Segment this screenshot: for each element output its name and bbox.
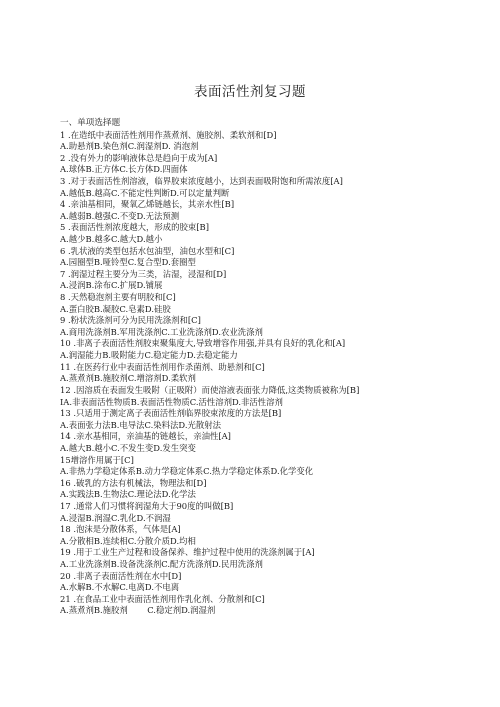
question-line: 10 .非离子表面活性剂胶束聚集度大,导致增容作用强,并具有良好的乳化和[A] xyxy=(60,338,346,349)
answer-options-line: A.润湿能力B.吸附能力C.稳定能力D.去稳定能力 xyxy=(60,350,238,361)
question-line: 2 .没有外力的影响液体总是趋向于成为[A] xyxy=(60,152,218,163)
answer-options-line: A.浸润B.涂布C.扩展D.铺展 xyxy=(60,280,163,291)
question-line: 17 .通常人们习惯将润湿角大于90度的叫做[B] xyxy=(60,501,234,511)
answer-options-line: A.分散相B.连续相C.分散介质D.均相 xyxy=(60,535,196,546)
answer-options-line: A.表面张力法B.电导法C.染料法D.光散射法 xyxy=(60,419,221,430)
question-line: 5 .表面活性剂浓度越大，形成的胶束[B] xyxy=(60,222,209,233)
answer-options-line: A.越大B.越小C.不发生变D.发生突变 xyxy=(60,442,196,453)
question-line: 3 .对于表面活性剂溶液，临界胶束浓度越小，达到表面吸附饱和所需浓度[A] xyxy=(60,175,343,186)
answer-options-line: A.越少B.越多C.越大D.越小 xyxy=(60,233,163,244)
answer-options-line: A.浸湿B.润湿C.乳化D.不润湿 xyxy=(60,512,171,523)
answer-options-line: A.非热力学稳定体系B.动力学稳定体系C.热力学稳定体系D.化学变化 xyxy=(60,466,314,477)
answer-options-line: A.水解B.不水解C.电离D.不电离 xyxy=(60,582,180,593)
section-heading: 一、单项选择题 xyxy=(60,118,121,128)
answer-options-line: A.蒸煮剂B.施胶剂C.增溶剂D.柔软剂 xyxy=(60,373,196,384)
question-line: 21 .在食品工业中表面活性剂用作乳化剂、分散剂和[C] xyxy=(60,593,265,604)
answer-options-line: A.越低B.越高C.不能定性判断D.可以定量判断 xyxy=(60,187,230,198)
answer-options-line: A.球体B.正方体C.长方体D.四面体 xyxy=(60,164,188,175)
question-line: 16 .破乳的方法有机械法，物理法和[D] xyxy=(60,477,207,488)
page-title: 表面活性剂复习题 xyxy=(194,84,306,100)
question-line: 12 .因溶质在表面发生吸附（正吸附）而使溶液表面张力降低,这类物质被称为[B] xyxy=(60,384,360,395)
question-line: 15增溶作用属于[C] xyxy=(60,454,134,465)
answer-options-line: A.越弱B.越强C.不变D.无法预测 xyxy=(60,210,180,221)
answer-options-line: A.工业洗涤剂B.设备洗涤剂C.配方洗涤剂D.民用洗涤剂 xyxy=(60,559,263,570)
question-line: 1 .在造纸中表面活性剂用作蒸煮剂、施胶剂、柔软剂和[D] xyxy=(60,129,277,140)
answer-options-line: A.蛋白胶B.凝胶C.皂素D.硅胶 xyxy=(60,303,171,314)
answer-options-line: IA.非表面活性物质B.表面活性物质C.活性溶剂D.非活性溶剂 xyxy=(60,396,283,407)
question-line: 18 .泡沫是分散体系，气体是[A] xyxy=(60,524,181,535)
question-line: 9 .粉状洗涤剂可分为民用洗涤剂和[C] xyxy=(60,315,201,326)
question-line: 6 .乳状液的类型包括水包油型，油包水型和[C] xyxy=(60,245,235,256)
question-line: 13 .只适用于测定离子表面活性剂临界胶束浓度的方法是[B] xyxy=(60,408,282,419)
answer-options-line: A.实践法B.生物法C.理论法D.化学法 xyxy=(60,489,196,500)
question-line: 4 .亲油基相同，聚氧乙烯链越长，其亲水性[B] xyxy=(60,199,235,210)
answer-options-line: A.蒸煮剂B.施胶剂 C.稳定剂D.润湿剂 xyxy=(60,605,216,616)
answer-options-line: A.商用洗涤剂B.军用洗涤剂C.工业洗涤剂D.农业洗涤剂 xyxy=(60,326,263,337)
answer-options-line: A.助悬剂B.染色剂C.润湿剂D. 消泡剂 xyxy=(60,141,199,152)
question-list xyxy=(60,130,460,618)
answer-options-line: A.园圈型B.哑铃型C.复合型D.套圈型 xyxy=(60,257,196,268)
question-line: 20 .非离子表面活性剂在水中[D] xyxy=(60,570,182,581)
question-line: 8 .天然稳泡剂主要有明胶和[C] xyxy=(60,292,176,303)
question-line: 19 .用于工业生产过程和设备保养、维护过程中使用的洗涤剂属于[A] xyxy=(60,547,315,558)
question-line: 14 .亲水基相同，亲油基的链越长，亲油性[A] xyxy=(60,431,231,442)
question-line: 7 .润湿过程主要分为三类，沾湿，浸湿和[D] xyxy=(60,268,227,279)
question-line: 11 .在医药行业中表面活性剂用作杀菌剂、助悬剂和[C] xyxy=(60,361,265,372)
